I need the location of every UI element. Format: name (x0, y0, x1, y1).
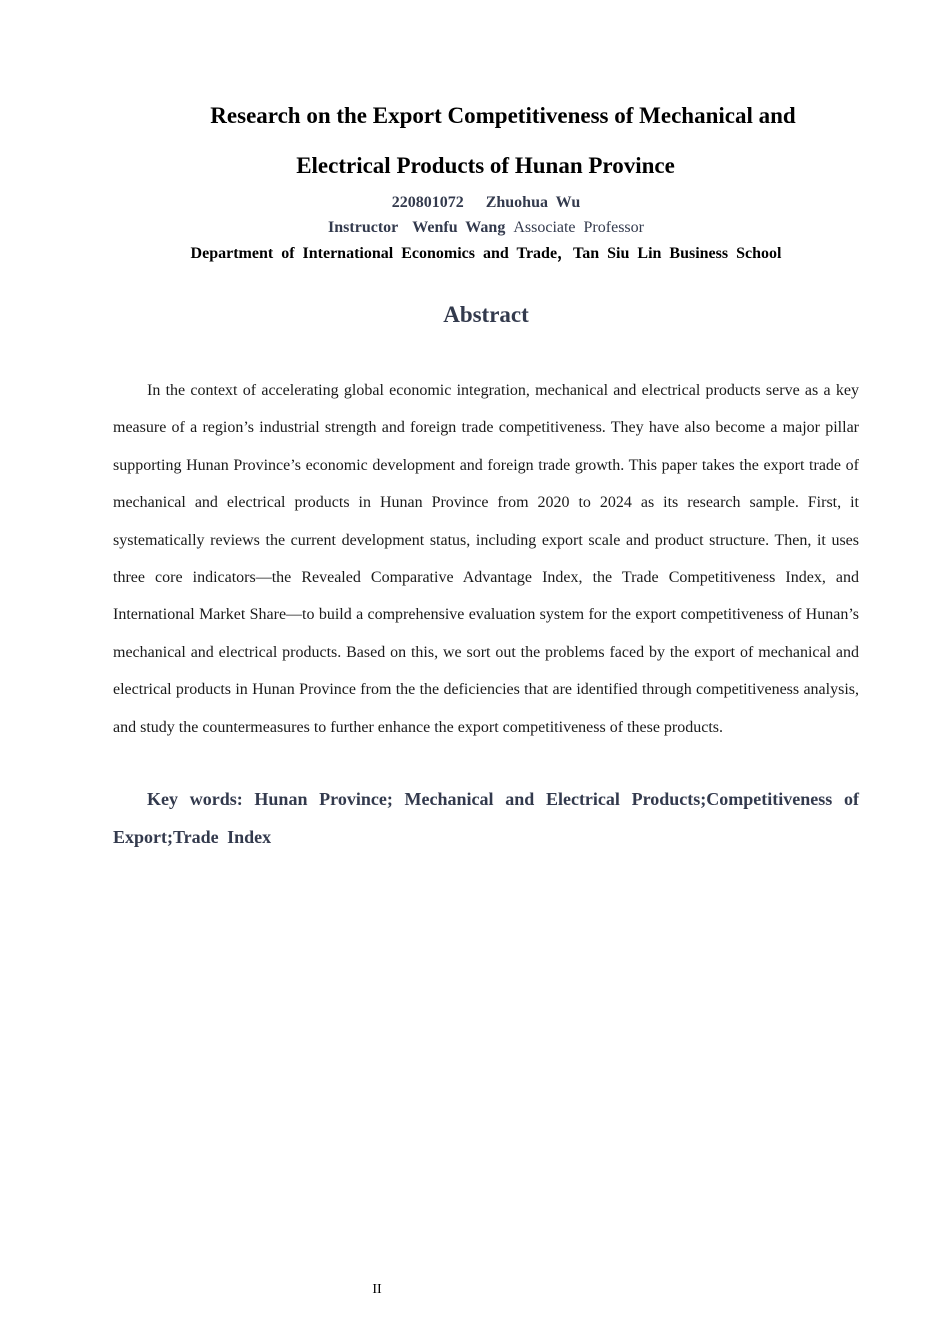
paper-title-line-1: Research on the Export Competitiveness of Mechanical and (210, 103, 796, 128)
author-name: Zhuohua Wu (485, 194, 581, 211)
page-number: II (372, 1282, 382, 1297)
author-line (113, 193, 859, 213)
department-line: Department of International Economics and Trade，Tan Siu Lin Business School (190, 245, 782, 262)
keywords: Key words: Hunan Province; Mechanical and Electrical Products;Competitiveness of Export;Trade Index (113, 789, 859, 847)
abstract-body: In the context of accelerating global economic integration, mechanical and electrical products serve as a key measure of a region’s industrial strength and foreign trade competitiveness. They have also become a major pillar supporting Hunan Province’s economic development and foreign trade growth. This paper takes the export trade of mechanical and electrical products in Hunan Province from 2020 to 2024 as its research sample. First, it systematically reviews the current development status, including export scale and product structure. Then, it uses three core indicators—the Revealed Comparative Advantage Index, the Trade Competitiveness Index, and International Market Share—to build a comprehensive evaluation system for the export competitiveness of Hunan’s mechanical and electrical products. Based on this, we sort out the problems faced by the export of mechanical and electrical products in Hunan Province from the the deficiencies that are identified through competitiveness analysis, and study the countermeasures to further enhance the export competitiveness of these products. (113, 382, 859, 736)
instructor-name: Wenfu Wang (412, 219, 506, 236)
student-id: 220801072 (391, 194, 464, 211)
paper-title-line-2: Electrical Products of Hunan Province (296, 153, 675, 178)
instructor-label: Instructor (328, 219, 399, 236)
instructor-title: Associate Professor (513, 219, 644, 236)
instructor-line (113, 218, 859, 238)
abstract-heading: Abstract (443, 302, 529, 327)
